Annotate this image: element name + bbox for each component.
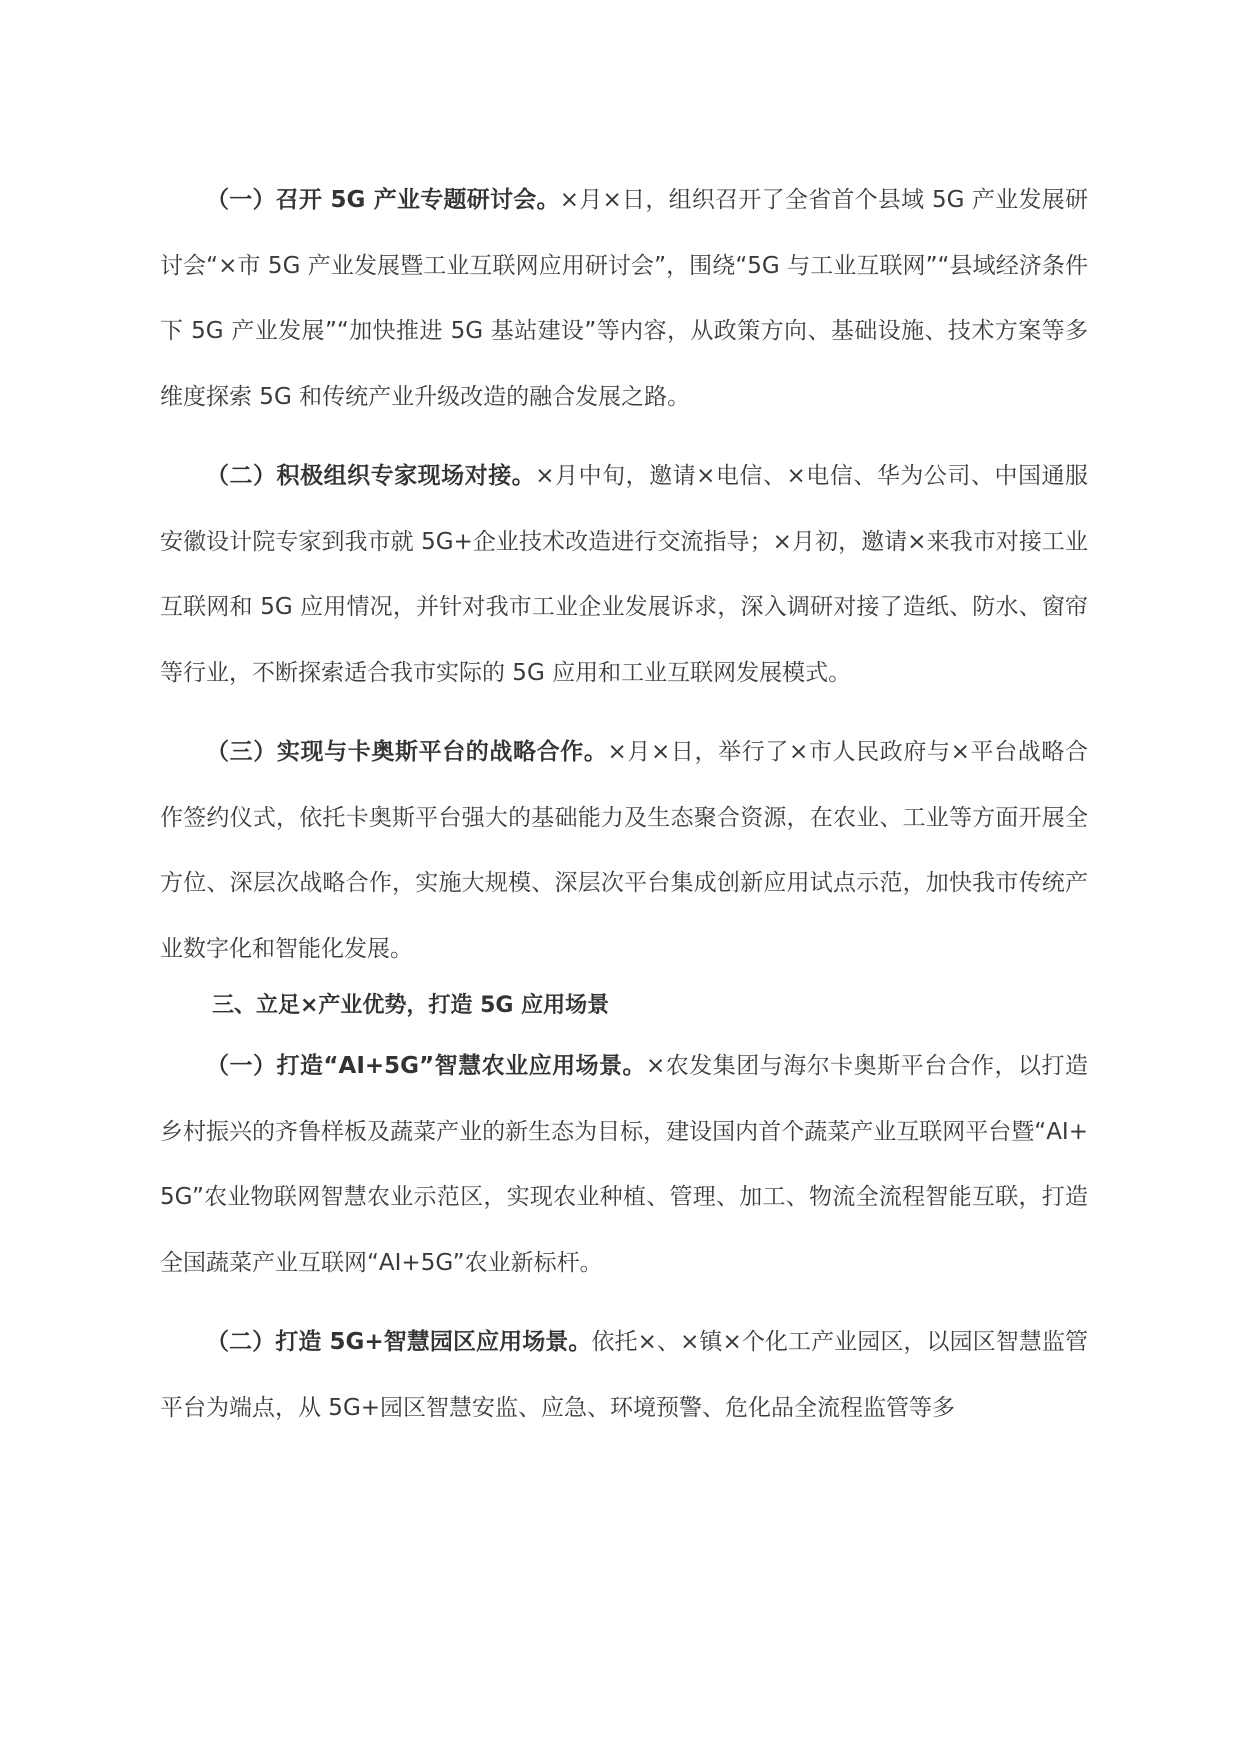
paragraph-expert-docking [160,444,1088,706]
section-heading: 三、立足×产业优势，打造 5G 应用场景 [212,993,610,1018]
document-body [160,168,1088,1455]
paragraph-lead: （二）打造 5G+智慧园区应用场景。 [206,1329,592,1355]
paragraph-text: 依托×、×镇×个化工产业园区，以园区智慧监管平台为端点，从 5G+园区智慧安监、应急、环境预警、危化品全流程监管等多 [160,1329,1088,1421]
paragraph-smart-agriculture [160,1034,1088,1296]
paragraph-cosmoplat-cooperation [160,720,1088,982]
paragraph-lead: （一）打造“AI+5G”智慧农业应用场景。 [206,1053,647,1079]
paragraph-text: ×农发集团与海尔卡奥斯平台合作，以打造乡村振兴的齐鲁样板及蔬菜产业的新生态为目标，建设国内首个蔬菜产业互联网平台暨“AI+5G”农业物联网智慧农业示范区，实现农业种植、管理、加工、物流全流程智能互联，打造全国蔬菜产业互联网“AI+5G”农业新标杆。 [160,1053,1088,1276]
paragraph-lead: （二）积极组织专家现场对接。 [206,463,536,489]
paragraph-lead: （三）实现与卡奥斯平台的战略合作。 [206,739,608,765]
paragraph-seminar [160,168,1088,430]
paragraph-smart-park [160,1310,1088,1441]
paragraph-text: ×月×日，举行了×市人民政府与×平台战略合作签约仪式，依托卡奥斯平台强大的基础能力及生态聚合资源，在农业、工业等方面开展全方位、深层次战略合作，实施大规模、深层次平台集成创新应用试点示范，加快我市传统产业数字化和智能化发展。 [160,739,1088,962]
paragraph-lead: （一）召开 5G 产业专题研讨会。 [206,187,560,213]
paragraph-text: ×月中旬，邀请×电信、×电信、华为公司、中国通服安徽设计院专家到我市就 5G+企业技术改造进行交流指导；×月初，邀请×来我市对接工业互联网和 5G 应用情况，并针对我市工业企业发展诉求，深入调研对接了造纸、防水、窗帘等行业，不断探索适合我市实际的 5G 应用和工业互联网发展模式。 [160,463,1088,686]
paragraph-text: ×月×日，组织召开了全省首个县域 5G 产业发展研讨会“×市 5G 产业发展暨工业互联网应用研讨会”，围绕“5G 与工业互联网”“县域经济条件下 5G 产业发展”“加快推进 5G 基站建设”等内容，从政策方向、基础设施、技术方案等多维度探索 5G 和传统产业升级改造的融合发展之路。 [160,187,1089,410]
